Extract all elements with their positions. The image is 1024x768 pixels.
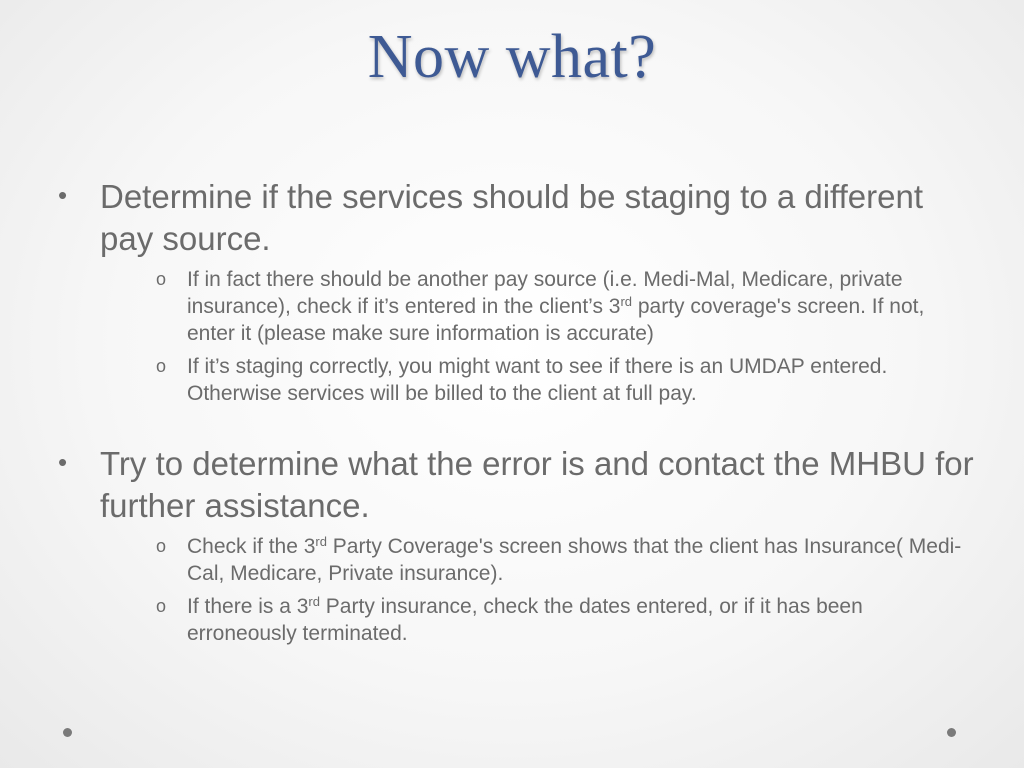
sub-bullet-1-1 [100,266,978,347]
bullet-marker: • [58,447,68,477]
slide-title: Now what? [367,23,657,91]
sub-bullet-2-1 [100,533,978,587]
corner-dot-right [947,728,956,737]
sub-bullet-1-2 [100,353,978,407]
sub-bullet-2-2 [100,593,978,647]
superscript: rd [315,534,327,549]
bullet-2 [58,443,978,647]
sub-bullet-text [187,533,978,587]
sub-text-part: If in fact there should be another pay source (i.e. Medi-Mal, Medicare, private insurance), check if it’s entered in the client’s 3 [187,268,903,318]
sub-text-part: party coverage's screen. If not, enter it (please make sure information is accurate) [187,295,925,345]
superscript: rd [308,594,320,609]
sub-bullet-text [187,353,978,407]
corner-dot-left [63,728,72,737]
sub-text-part: Check if the 3 [187,535,316,558]
sub-bullet-marker: o [156,596,167,616]
sub-text-part: If there is a 3 [187,595,309,618]
sub-text-part: If it’s staging correctly, you might want to see if there is an UMDAP entered. Otherwise services will be billed to the client at full pay. [187,355,888,405]
sub-text-part: Party insurance, check the dates entered, or if it has been erroneously terminated. [187,595,863,645]
bullet-1 [58,176,978,407]
sub-bullet-marker: o [156,536,167,556]
sub-bullet-marker: o [156,356,167,376]
bullet-text: Determine if the services should be staging to a different pay source. [100,178,924,257]
sub-bullet-marker: o [156,269,167,289]
sub-bullet-text [187,593,978,647]
sub-text-part: Party Coverage's screen shows that the client has Insurance( Medi-Cal, Medicare, Private insurance). [187,535,962,585]
bullet-text: Try to determine what the error is and contact the MHBU for further assistance. [100,445,974,524]
sub-bullet-text [187,266,978,347]
superscript: rd [620,294,633,309]
slide-content [58,176,978,647]
bullet-marker: • [58,180,68,210]
